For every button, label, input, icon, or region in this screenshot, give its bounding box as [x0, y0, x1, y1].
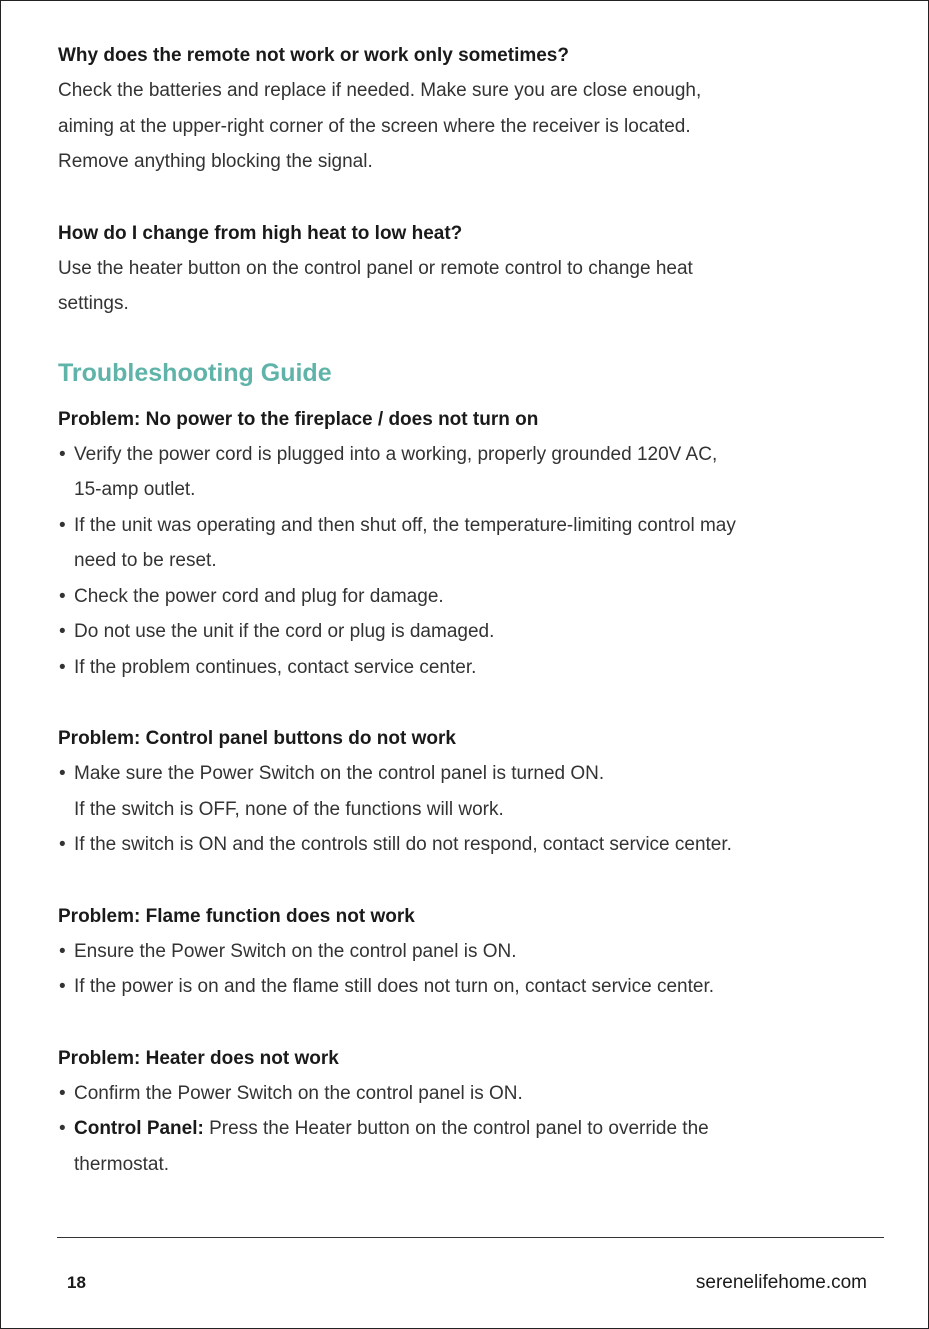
faq-item: [58, 216, 888, 322]
bullet-line: [74, 1111, 888, 1147]
faq-item: [58, 38, 888, 180]
bullet-dot-icon: •: [59, 621, 66, 642]
page-number: 18: [67, 1273, 86, 1292]
faq-answer-line: Remove anything blocking the signal.: [58, 151, 373, 172]
faq-answer-line: Use the heater button on the control panel or remote control to change heat: [58, 257, 693, 279]
problem-section: [58, 899, 888, 1005]
bullet-item: [58, 756, 888, 827]
bullet-item: [58, 650, 888, 686]
bullet-item: [58, 579, 888, 615]
bullet-dot-icon: •: [59, 940, 66, 962]
bullet-dot-icon: •: [59, 1118, 66, 1139]
bullet-line: thermostat.: [74, 1153, 170, 1175]
problem-section: [58, 1041, 888, 1183]
footer-divider: [57, 1237, 884, 1238]
faq-question: Why does the remote not work or work only sometimes?: [58, 45, 569, 66]
website-url: serenelifehome.com: [695, 1272, 867, 1293]
bullet-line: Ensure the Power Switch on the control panel is ON.: [74, 940, 517, 962]
bullet-dot-icon: •: [59, 834, 66, 855]
problem-section: [58, 721, 888, 863]
bullet-item: [58, 1076, 888, 1112]
bullet-dot-icon: •: [59, 443, 66, 465]
faq-answer: [58, 251, 888, 322]
problem-title: Problem: No power to the fireplace / does not turn on: [58, 408, 539, 430]
problem-title: Problem: Flame function does not work: [58, 905, 415, 927]
bullet-item: [58, 508, 888, 579]
bullet-item: [58, 969, 888, 1005]
bullet-list: [58, 756, 888, 863]
bullet-bold-prefix: Control Panel:: [74, 1118, 204, 1139]
bullet-line: Make sure the Power Switch on the control panel is turned ON.: [74, 763, 605, 784]
bullet-dot-icon: •: [59, 763, 66, 784]
bullet-line: If the problem continues, contact service center.: [74, 656, 477, 678]
bullet-item: [58, 827, 888, 863]
bullet-line: Check the power cord and plug for damage.: [74, 585, 444, 607]
faq-answer-line: Check the batteries and replace if needed. Make sure you are close enough,: [58, 80, 702, 101]
bullet-item: [58, 934, 888, 970]
page-content: [58, 38, 888, 1218]
bullet-item: [58, 437, 888, 508]
bullet-line: 15-amp outlet.: [74, 479, 196, 500]
bullet-line: If the power is on and the flame still does not turn on, contact service center.: [74, 976, 715, 997]
problem-section: [58, 402, 888, 686]
bullet-list: [58, 1076, 888, 1183]
bullet-dot-icon: •: [59, 976, 66, 997]
faq-answer-line: aiming at the upper-right corner of the screen where the receiver is located.: [58, 115, 691, 137]
bullet-line: If the switch is OFF, none of the functions will work.: [74, 798, 504, 820]
faq-question: How do I change from high heat to low heat?: [58, 222, 463, 244]
bullet-list: [58, 437, 888, 686]
bullet-line: If the switch is ON and the controls still do not respond, contact service center.: [74, 834, 732, 855]
bullet-line: Confirm the Power Switch on the control panel is ON.: [74, 1082, 523, 1104]
bullet-item: [58, 614, 888, 650]
bullet-dot-icon: •: [59, 514, 66, 536]
bullet-line-text: Press the Heater button on the control panel to override the: [203, 1118, 709, 1139]
bullet-dot-icon: •: [59, 1082, 66, 1104]
problem-title: Problem: Control panel buttons do not work: [58, 728, 456, 749]
bullet-line: Do not use the unit if the cord or plug is damaged.: [74, 621, 495, 642]
problem-title: Problem: Heater does not work: [58, 1047, 339, 1069]
bullet-line: Verify the power cord is plugged into a working, properly grounded 120V AC,: [74, 443, 718, 465]
bullet-list: [58, 934, 888, 1005]
bullet-line: need to be reset.: [74, 550, 217, 571]
bullet-line: If the unit was operating and then shut off, the temperature-limiting control may: [74, 514, 736, 536]
bullet-dot-icon: •: [59, 585, 66, 607]
faq-answer-line: settings.: [58, 293, 129, 314]
bullet-dot-icon: •: [59, 656, 66, 678]
faq-answer: [58, 73, 888, 180]
section-title: Troubleshooting Guide: [58, 358, 332, 387]
bullet-item: [58, 1111, 888, 1182]
